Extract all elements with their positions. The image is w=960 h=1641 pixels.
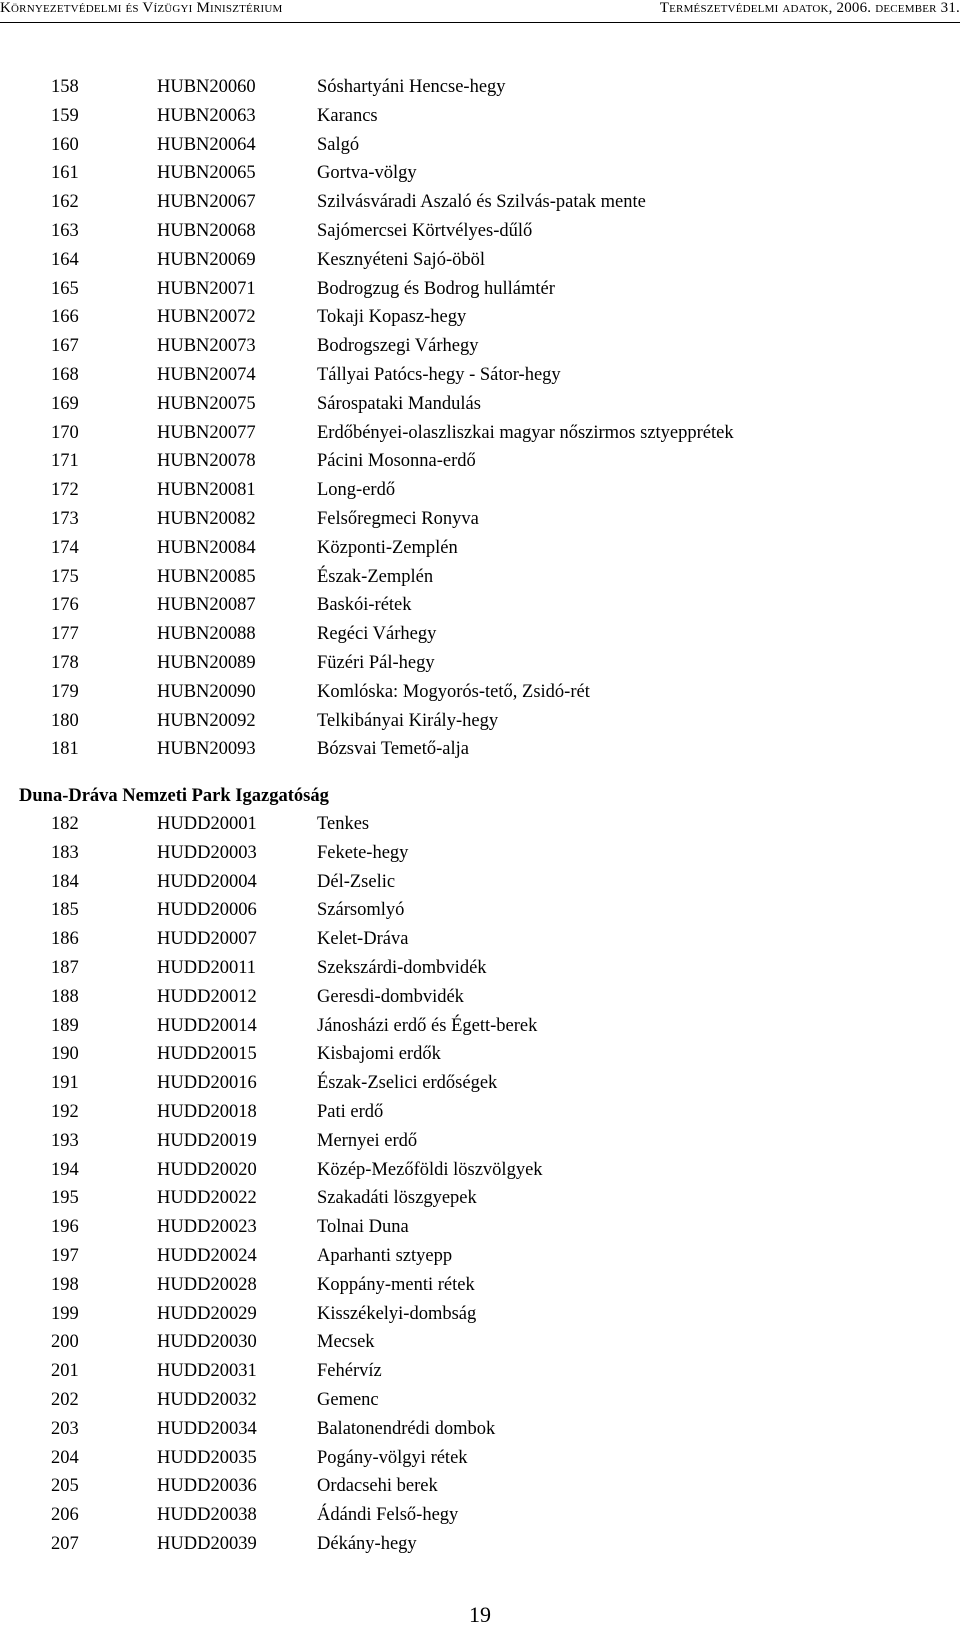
- site-code: HUBN20072: [157, 307, 256, 328]
- site-number: 170: [51, 422, 79, 443]
- site-number: 190: [51, 1044, 79, 1065]
- table-row: [0, 1328, 960, 1357]
- site-code: HUDD20024: [157, 1245, 257, 1266]
- site-name: Dékány-hegy: [317, 1533, 417, 1554]
- site-name: Balatonendrédi dombok: [317, 1418, 496, 1439]
- table-row: [0, 954, 960, 983]
- site-name: Tállyai Patócs-hegy - Sátor-hegy: [317, 364, 561, 385]
- site-number: 162: [51, 192, 79, 213]
- site-name: Fehérvíz: [317, 1361, 382, 1382]
- page-number: 19: [469, 1602, 491, 1627]
- table-row: [0, 925, 960, 954]
- site-number: 194: [51, 1159, 79, 1180]
- site-number: 182: [51, 814, 79, 834]
- site-number: 187: [51, 957, 79, 978]
- site-name: Gemenc: [317, 1389, 379, 1410]
- site-number: 178: [51, 652, 79, 673]
- site-code: HUDD20019: [157, 1130, 257, 1151]
- site-number: 181: [51, 739, 79, 760]
- site-code: HUBN20069: [157, 249, 256, 270]
- site-name: Ádándi Felső-hegy: [317, 1505, 459, 1526]
- table-row: [0, 390, 960, 419]
- site-table-duna-drava: [0, 810, 960, 1559]
- site-number: 180: [51, 710, 79, 731]
- site-name: Erdőbényei-olaszliszkai magyar nőszirmos sztyepprétek: [317, 422, 734, 443]
- site-code: HUDD20030: [157, 1332, 257, 1353]
- site-code: HUBN20075: [157, 393, 256, 414]
- site-code: HUBN20065: [157, 163, 256, 184]
- table-row: [0, 1098, 960, 1127]
- site-code: HUDD20015: [157, 1044, 257, 1065]
- table-row: [0, 1213, 960, 1242]
- site-code: HUDD20004: [157, 871, 257, 892]
- site-name: Sajómercsei Körtvélyes-dűlő: [317, 220, 533, 241]
- table-row: [0, 1444, 960, 1473]
- table-row: [0, 1127, 960, 1156]
- table-row: [0, 246, 960, 275]
- site-name: Sóshartyáni Hencse-hegy: [317, 77, 506, 97]
- site-code: HUDD20038: [157, 1505, 257, 1526]
- site-number: 188: [51, 986, 79, 1007]
- table-row: [0, 1184, 960, 1213]
- site-name: Szársomlyó: [317, 900, 405, 921]
- site-name: Pácini Mosonna-erdő: [317, 451, 476, 472]
- site-name: Fekete-hegy: [317, 842, 409, 863]
- site-number: 196: [51, 1217, 79, 1238]
- site-number: 186: [51, 929, 79, 950]
- site-name: Geresdi-dombvidék: [317, 986, 464, 1007]
- site-table-bukk: [0, 73, 960, 764]
- header-ministry: Környezetvédelmi és Vízügyi Minisztérium: [0, 0, 283, 16]
- site-number: 197: [51, 1245, 79, 1266]
- site-number: 159: [51, 105, 79, 126]
- site-name: Pati erdő: [317, 1101, 384, 1122]
- site-code: HUBN20074: [157, 364, 256, 385]
- site-name: Kesznyéteni Sajó-öböl: [317, 249, 485, 270]
- site-code: HUBN20064: [157, 134, 256, 155]
- site-number: 207: [51, 1533, 79, 1554]
- table-row: [0, 1012, 960, 1041]
- site-code: HUDD20031: [157, 1361, 257, 1382]
- site-number: 202: [51, 1389, 79, 1410]
- site-name: Központi-Zemplén: [317, 537, 458, 558]
- table-row: [0, 678, 960, 707]
- table-row: [0, 1156, 960, 1185]
- table-row: [0, 1300, 960, 1329]
- table-row: [0, 983, 960, 1012]
- table-row: [0, 419, 960, 448]
- site-name: Észak-Zselici erdőségek: [317, 1073, 498, 1094]
- table-row: [0, 868, 960, 897]
- site-number: 192: [51, 1101, 79, 1122]
- site-number: 158: [51, 77, 79, 97]
- site-code: HUDD20020: [157, 1159, 257, 1180]
- table-row: [0, 188, 960, 217]
- site-code: HUDD20022: [157, 1188, 257, 1209]
- site-code: HUDD20034: [157, 1418, 257, 1439]
- site-name: Gortva-völgy: [317, 163, 417, 184]
- site-number: 167: [51, 336, 79, 357]
- site-code: HUDD20006: [157, 900, 257, 921]
- site-number: 172: [51, 480, 79, 501]
- page-header: [0, 0, 960, 23]
- site-code: HUDD20028: [157, 1274, 257, 1295]
- site-code: HUDD20012: [157, 986, 257, 1007]
- site-number: 165: [51, 278, 79, 299]
- site-name: Telkibányai Király-hegy: [317, 710, 499, 731]
- site-code: HUBN20060: [157, 77, 256, 97]
- site-number: 201: [51, 1361, 79, 1382]
- table-row: [0, 303, 960, 332]
- site-name: Tenkes: [317, 814, 370, 834]
- site-number: 173: [51, 508, 79, 529]
- site-number: 168: [51, 364, 79, 385]
- site-name: Komlóska: Mogyorós-tető, Zsidó-rét: [317, 681, 590, 702]
- table-row: [0, 1040, 960, 1069]
- site-code: HUBN20071: [157, 278, 256, 299]
- site-name: Kelet-Dráva: [317, 929, 409, 950]
- site-number: 200: [51, 1332, 79, 1353]
- site-name: Bodrogszegi Várhegy: [317, 336, 479, 357]
- table-row: [0, 73, 960, 102]
- site-number: 206: [51, 1505, 79, 1526]
- site-name: Kisbajomi erdők: [317, 1044, 441, 1065]
- site-name: Kisszékelyi-dombság: [317, 1303, 477, 1324]
- site-number: 204: [51, 1447, 79, 1468]
- table-row: [0, 1386, 960, 1415]
- table-row: [0, 1530, 960, 1559]
- site-number: 183: [51, 842, 79, 863]
- site-number: 169: [51, 393, 79, 414]
- site-number: 171: [51, 451, 79, 472]
- table-row: [0, 102, 960, 131]
- table-row: [0, 839, 960, 868]
- table-row: [0, 1357, 960, 1386]
- table-row: [0, 131, 960, 160]
- site-name: Észak-Zemplén: [317, 566, 434, 587]
- table-row: [0, 217, 960, 246]
- site-code: HUDD20023: [157, 1217, 257, 1238]
- table-row: [0, 1501, 960, 1530]
- site-code: HUBN20068: [157, 220, 256, 241]
- table-row: [0, 534, 960, 563]
- site-code: HUBN20090: [157, 681, 256, 702]
- site-name: Mecsek: [317, 1332, 375, 1353]
- table-row: [0, 620, 960, 649]
- site-name: Aparhanti sztyepp: [317, 1245, 453, 1266]
- site-name: Dél-Zselic: [317, 871, 396, 892]
- site-code: HUBN20085: [157, 566, 256, 587]
- table-row: [0, 735, 960, 764]
- site-name: Szilvásváradi Aszaló és Szilvás-patak mente: [317, 192, 646, 213]
- site-number: 161: [51, 163, 79, 184]
- site-number: 176: [51, 595, 79, 616]
- site-code: HUBN20073: [157, 336, 256, 357]
- site-name: Füzéri Pál-hegy: [317, 652, 435, 673]
- site-number: 203: [51, 1418, 79, 1439]
- site-name: Ordacsehi berek: [317, 1476, 438, 1497]
- site-number: 199: [51, 1303, 79, 1324]
- table-row: [0, 649, 960, 678]
- site-number: 195: [51, 1188, 79, 1209]
- site-code: HUBN20077: [157, 422, 256, 443]
- site-name: Bodrogzug és Bodrog hullámtér: [317, 278, 555, 299]
- site-number: 163: [51, 220, 79, 241]
- site-name: Sárospataki Mandulás: [317, 393, 481, 414]
- table-row: [0, 563, 960, 592]
- site-code: HUDD20016: [157, 1073, 257, 1094]
- site-name: Közép-Mezőföldi löszvölgyek: [317, 1159, 543, 1180]
- table-row: [0, 1069, 960, 1098]
- site-name: Szekszárdi-dombvidék: [317, 957, 487, 978]
- section-heading: Duna-Dráva Nemzeti Park Igazgatóság: [19, 786, 329, 806]
- site-code: HUBN20063: [157, 105, 256, 126]
- site-number: 166: [51, 307, 79, 328]
- site-code: HUBN20089: [157, 652, 256, 673]
- site-name: Tolnai Duna: [317, 1217, 409, 1238]
- site-number: 193: [51, 1130, 79, 1151]
- table-row: [0, 505, 960, 534]
- table-row: [0, 332, 960, 361]
- site-number: 174: [51, 537, 79, 558]
- site-name: Long-erdő: [317, 480, 396, 501]
- table-row: [0, 361, 960, 390]
- table-row: [0, 896, 960, 925]
- site-code: HUBN20081: [157, 480, 256, 501]
- site-code: HUDD20029: [157, 1303, 257, 1324]
- table-row: [0, 591, 960, 620]
- site-number: 160: [51, 134, 79, 155]
- site-code: HUDD20036: [157, 1476, 257, 1497]
- site-name: Regéci Várhegy: [317, 624, 437, 645]
- site-code: HUDD20007: [157, 929, 257, 950]
- site-code: HUDD20032: [157, 1389, 257, 1410]
- table-row: [0, 159, 960, 188]
- site-code: HUBN20082: [157, 508, 256, 529]
- site-number: 179: [51, 681, 79, 702]
- site-code: HUBN20078: [157, 451, 256, 472]
- site-number: 198: [51, 1274, 79, 1295]
- table-row: [0, 1472, 960, 1501]
- site-name: Tokaji Kopasz-hegy: [317, 307, 467, 328]
- site-number: 175: [51, 566, 79, 587]
- site-code: HUDD20014: [157, 1015, 257, 1036]
- table-row: [0, 476, 960, 505]
- site-name: Szakadáti löszgyepek: [317, 1188, 477, 1209]
- site-code: HUBN20088: [157, 624, 256, 645]
- table-row: [0, 447, 960, 476]
- site-code: HUDD20018: [157, 1101, 257, 1122]
- site-name: Baskói-rétek: [317, 595, 412, 616]
- site-number: 191: [51, 1073, 79, 1094]
- site-number: 185: [51, 900, 79, 921]
- site-name: Pogány-völgyi rétek: [317, 1447, 468, 1468]
- site-name: Jánosházi erdő és Égett-berek: [317, 1015, 538, 1036]
- site-code: HUDD20035: [157, 1447, 257, 1468]
- site-name: Bózsvai Temető-alja: [317, 739, 469, 760]
- site-number: 177: [51, 624, 79, 645]
- site-name: Mernyei erdő: [317, 1130, 418, 1151]
- table-row: [0, 810, 960, 839]
- site-name: Koppány-menti rétek: [317, 1274, 475, 1295]
- site-code: HUBN20084: [157, 537, 256, 558]
- table-row: [0, 1415, 960, 1444]
- table-row: [0, 275, 960, 304]
- table-row: [0, 1271, 960, 1300]
- site-name: Karancs: [317, 105, 378, 126]
- site-number: 205: [51, 1476, 79, 1497]
- site-code: HUDD20039: [157, 1533, 257, 1554]
- site-name: Salgó: [317, 134, 360, 155]
- site-code: HUBN20092: [157, 710, 256, 731]
- site-code: HUBN20087: [157, 595, 256, 616]
- site-number: 184: [51, 871, 79, 892]
- site-code: HUBN20067: [157, 192, 256, 213]
- table-row: [0, 1242, 960, 1271]
- table-row: [0, 707, 960, 736]
- site-number: 189: [51, 1015, 79, 1036]
- site-code: HUDD20011: [157, 957, 257, 978]
- site-number: 164: [51, 249, 79, 270]
- site-code: HUBN20093: [157, 739, 256, 760]
- header-report-title: Természetvédelmi adatok, 2006. december 31.: [659, 0, 960, 16]
- site-code: HUDD20003: [157, 842, 257, 863]
- site-code: HUDD20001: [157, 814, 257, 834]
- site-name: Felsőregmeci Ronyva: [317, 508, 479, 529]
